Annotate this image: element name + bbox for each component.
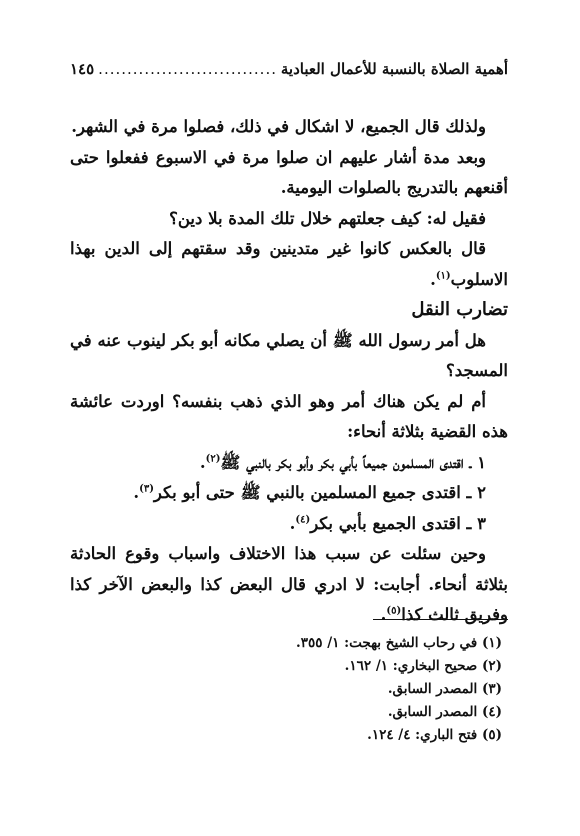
footnote-3: (٣) المصدر السابق. bbox=[387, 681, 502, 697]
header-title: أهمية الصلاة بالنسبة للأعمال العبادية bbox=[280, 60, 508, 78]
footnote-ref-3: (٣) bbox=[139, 483, 154, 495]
main-text bbox=[70, 112, 508, 631]
list-item-2-end: . bbox=[133, 483, 140, 502]
list-item-1-end: . bbox=[199, 452, 206, 472]
section-heading: تضارب النقل bbox=[411, 299, 508, 320]
paragraph-7-end: . bbox=[380, 605, 387, 624]
list-item-3-end: . bbox=[289, 513, 296, 533]
footnote-ref-5: (٥) bbox=[386, 605, 402, 617]
paragraph-4-end: . bbox=[430, 269, 436, 289]
list-item-3 bbox=[70, 509, 508, 540]
paragraph-4 bbox=[70, 234, 508, 295]
running-header bbox=[70, 60, 508, 78]
footnote-ref-2: (٢) bbox=[205, 453, 221, 464]
paragraph-4-text: قال بالعكس كانوا غير متدينين وقد سقتهم إلى الدين بهذا الاسلوب bbox=[70, 239, 508, 289]
list-item-2-text: ٢ ـ اقتدى جميع المسلمين بالنبي ﷺ حتى أبو بكر bbox=[153, 483, 486, 502]
footnote-ref-4: (٤) bbox=[295, 514, 311, 525]
page-number: ١٤٥ bbox=[70, 60, 95, 78]
paragraph-7 bbox=[70, 539, 508, 631]
paragraph-5: هل أمر رسول الله ﷺ أن يصلي مكانه أبو بكر لينوب عنه في المسجد؟ bbox=[70, 330, 508, 380]
list-item-2 bbox=[70, 478, 508, 509]
list-item-3-text: ٣ ـ اقتدى الجميع بأبي بكر bbox=[310, 513, 486, 533]
paragraph-2: وبعد مدة أشار عليهم ان صلوا مرة في الاسبوع ففعلوا حتى أقنعهم بالتدريج بالصلوات اليومية. bbox=[70, 147, 508, 197]
list-item-1 bbox=[70, 448, 508, 479]
footnote-5: (٥) فتح الباري: ٤/ ١٢٤. bbox=[367, 727, 502, 743]
paragraph-6: أم لم يكن هناك أمر وهو الذي ذهب بنفسه؟ اوردت عائشة هذه القضية بثلاثة أنحاء: bbox=[70, 391, 508, 441]
paragraph-7-text: وحين سئلت عن سبب هذا الاختلاف واسباب وقوع الحادثة بثلاثة أنحاء. أجابت: لا ادري قال البعض كذا والبعض الآخر كذا وفريق ثالث كذا bbox=[70, 544, 508, 624]
footnote-2: (٢) صحيح البخاري: ١/ ١٦٢. bbox=[344, 658, 502, 674]
footnote-4: (٤) المصدر السابق. bbox=[387, 704, 502, 720]
footnotes bbox=[70, 632, 502, 747]
header-leader-dots: ............................... bbox=[98, 60, 277, 78]
paragraph-3: فقيل له: كيف جعلتهم خلال تلك المدة بلا دين؟ bbox=[169, 208, 486, 228]
footnote-ref-1: (١) bbox=[435, 270, 451, 281]
footnote-separator bbox=[373, 619, 508, 620]
list-item-1-text: ١ ـ اقتدى المسلمون جميعاً بأبي بكر وأبو بكر بالنبي ﷺ bbox=[220, 452, 486, 472]
footnote-1: (١) في رحاب الشيخ بهجت: ١/ ٣٥٥. bbox=[296, 635, 502, 651]
paragraph-1: ولذلك قال الجميع، لا اشكال في ذلك، فصلوا مرة في الشهر. bbox=[71, 117, 486, 136]
